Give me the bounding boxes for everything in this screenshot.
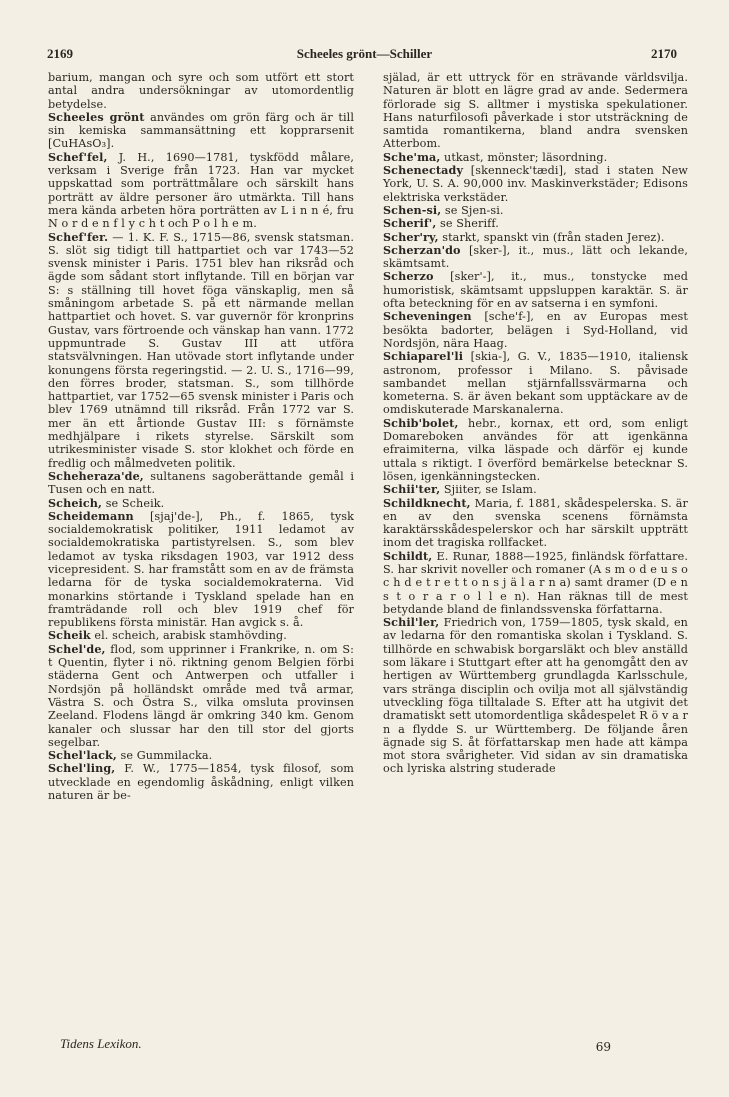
dictionary-entry	[48, 510, 354, 630]
entry-text: sultanens sagoberättande gemål i Tusen och en natt.	[48, 469, 354, 497]
entry-text: själad, är ett uttryck för en strävande världsvilja. Naturen är blott en lägre grad av ande. Sedermera förlorade sig S. alltmer i mystiska spekulationer. Hans naturfilosofi påverkade i stor utsträckning de samtida romantikerna, bland andra svensken Atterbom.	[383, 71, 688, 151]
entry-text: se Scheik.	[102, 496, 165, 510]
entry-text: [sjaj'de-], Ph., f. 1865, tysk socialdemokratisk politiker, 1911 ledamot av socialdemokratiska partistyrelsen. S., som blev ledamot av tyska riksdagen 1903, var 1912 dess vicepresident. S. har framstått som en av de främsta ledarna för de tyska socialdemokraterna. Vid monarkins störtande i Tyskland spelade han en framträdande roll och blev 1919 chef för republikens första ministär. Han avgick s. å.	[48, 509, 354, 630]
dictionary-entry	[383, 217, 688, 230]
dictionary-entry	[383, 497, 688, 550]
running-title: Scheeles grönt—Schiller	[296, 46, 433, 61]
entry-text: se Sjen-si.	[441, 203, 504, 217]
publisher-name: Tidens Lexikon.	[60, 1036, 142, 1051]
dictionary-entry	[48, 71, 354, 111]
right-page-number: 2170	[651, 46, 677, 61]
dictionary-entry	[48, 762, 354, 802]
entry-headword: Scherzo	[383, 269, 434, 284]
entry-text: [sker-], it., mus., lätt och lekande, skämtsamt.	[383, 243, 688, 271]
entry-text: Sjiiter, se Islam.	[440, 483, 537, 497]
entry-headword: Schef'fer.	[48, 229, 109, 244]
entry-headword: Schii'ter,	[383, 482, 441, 497]
dictionary-entry	[48, 151, 354, 231]
entry-headword: Schib'bolet,	[383, 415, 459, 430]
dictionary-entry	[383, 244, 688, 271]
entry-text: se Sheriff.	[436, 217, 499, 231]
entry-headword: Schel'lack,	[48, 748, 117, 763]
page-header	[0, 46, 729, 68]
entry-text: starkt, spanskt vin (från staden Jerez).	[438, 230, 665, 244]
entry-headword: Scher'ry,	[383, 229, 439, 244]
sheet-number: 69	[595, 1040, 611, 1054]
dictionary-entry	[48, 749, 354, 762]
entry-text: Maria, f. 1881, skådespelerska. S. är en av den svenska scenens förnämsta karaktärsskådespelerskor och har särskilt uppträtt inom det tragiska rollfacket.	[383, 496, 688, 550]
entry-headword: Scheheraza'de,	[48, 468, 144, 483]
entry-text: F. W., 1775—1854, tysk filosof, som utvecklade en egendomlig åskådning, enligt vilken naturen är be-	[48, 762, 354, 803]
page-footer	[0, 1036, 729, 1056]
dictionary-entry	[383, 550, 688, 616]
entry-headword: Schildt,	[383, 548, 433, 563]
entry-headword: Schel'de,	[48, 641, 106, 656]
dictionary-entry	[48, 470, 354, 497]
entry-headword: Schenectady	[383, 163, 464, 178]
entry-text: [skia-], G. V., 1835—1910, italiensk astronom, professor i Milano. S. påvisade sambandet mellan stjärnfallssvärmarna och kometerna. S. är även bekant som upptäckare av de omdiskuterade Marskanalerna.	[383, 350, 688, 417]
entry-headword: Schil'ler,	[383, 615, 440, 630]
dictionary-entry	[383, 71, 688, 151]
dictionary-entry	[383, 204, 688, 217]
entry-text: E. Runar, 1888—1925, finländsk författare. S. har skrivit noveller och romaner (A s m o d e u s o c h d e t r e t t o n s j ä l a r n a) samt dramer (D e n s t o r a r o l l e n). Han räknas till de mest betydande bland de finlandssvenska författarna.	[383, 549, 688, 616]
entry-headword: Scherzan'do	[383, 242, 461, 257]
entry-headword: Scheik	[48, 628, 91, 643]
dictionary-entry	[383, 616, 688, 776]
entry-headword: Sche'ma,	[383, 149, 441, 164]
dictionary-entry	[383, 270, 688, 310]
dictionary-entry	[48, 629, 354, 642]
dictionary-entry	[383, 350, 688, 416]
entry-headword: Scheeles grönt	[48, 109, 145, 124]
entry-text: hebr., kornax, ett ord, som enligt Domareboken användes för att igenkänna efraimiterna, vilka läspade och därför ej kunde uttala s riktigt. I överförd bemärkelse betecknar S. lösen, igenkänningstecken.	[383, 416, 688, 483]
entry-text: användes om grön färg och är till sin kemiska sammansättning ett kopprarsenit [CuHAsO₃].	[48, 110, 354, 151]
left-column	[48, 71, 354, 802]
entry-text: flod, som upprinner i Frankrike, n. om S: t Quentin, flyter i nö. riktning genom Belgien förbi städerna Gent och Antwerpen och utfaller i Nordsjön på holländskt område med två armar, Västra S. och Östra S., vilka omsluta provinsen Zeeland. Flodens längd är omkring 340 km. Genom kanaler och slussar har den till stor del gjorts segelbar.	[48, 642, 354, 749]
dictionary-entry	[383, 164, 688, 204]
dictionary-entry	[383, 310, 688, 350]
dictionary-entry	[48, 643, 354, 749]
dictionary-entry	[383, 151, 688, 164]
entry-text: el. scheich, arabisk stamhövding.	[90, 629, 287, 643]
entry-headword: Scheidemann	[48, 508, 134, 523]
right-column	[383, 71, 688, 776]
entry-headword: Scheveningen	[383, 309, 472, 324]
dictionary-entry	[48, 231, 354, 470]
entry-headword: Schel'ling,	[48, 761, 116, 776]
entry-headword: Schef'fel,	[48, 149, 108, 164]
entry-headword: Scheich,	[48, 495, 103, 510]
entry-text: se Gummilacka.	[116, 749, 213, 763]
dictionary-entry	[48, 497, 354, 510]
entry-headword: Scherif',	[383, 216, 437, 231]
left-page-number: 2169	[47, 46, 73, 61]
entry-text: [skenneck'tædi], stad i staten New York, U. S. A. 90,000 inv. Maskinverkstäder; Edisons elektriska verkstäder.	[383, 164, 688, 204]
entry-text: [sker'-], it., mus., tonstycke med humoristisk, skämtsamt uppsluppen karaktär. S. är ofta beteckning för en av satserna i en symfoni.	[383, 270, 688, 311]
entry-text: [sche'f-], en av Europas mest besökta badorter, belägen i Syd-Holland, vid Nordsjön, nära Haag.	[383, 310, 688, 350]
dictionary-entry	[383, 417, 688, 483]
entry-text: utkast, mönster; läsordning.	[440, 150, 608, 164]
entry-text: — 1. K. F. S., 1715—86, svensk statsman. S. slöt sig tidigt till hattpartiet och var 1743—52 svensk minister i Paris. 1751 blev han riksråd och ägde som sådant stort inflytande. Till en början var S: s ställning till hovet föga vänskaplig, men så småningom arbetade S. på ett närmande mellan hattpartiet och hovet. S. var guvernör för kronprins Gustav, vars förtroende och vänskap han vann. 1772 uppmuntrade S. Gustav III att utföra statsvälvningen. Han utövade stort inflytande under konungens första regeringstid. — 2. U. S., 1716—99, den förres broder, statsman. S., som tillhörde hattpartiet, var 1752—65 svensk minister i Paris och blev 1769 utnämnd till riksråd. Från 1772 var S. mer än ett årtionde Gustav III: s förnämste medhjälpare i rikets styrelse. Särskilt som utrikesminister visade S. stor klokhet och förde en fredlig och målmedveten politik.	[48, 230, 354, 470]
entry-headword: Schiaparel'li	[383, 349, 464, 364]
entry-text: Friedrich von, 1759—1805, tysk skald, en av ledarna för den romantiska skolan i Tyskland. S. tillhörde en schwabisk borgarsläkt och blev anställd som läkare i Stuttgart efter att ha genomgått den av hertigen av Württemberg grundlagda Karlsschule, vars stränga disciplin och ovilja mot all självständig utveckling föga tilltalade S. Efter att ha utgivit det dramatiskt sett utomordentliga skådespelet R ö v a r n a flydde S. ur Württemberg. De följande åren ägnade sig S. åt författarskap men hade att kämpa mot stora svårigheter. Vid sidan av sin dramatiska och lyriska alstring studerade	[383, 616, 688, 776]
entry-headword: Schildknecht,	[383, 495, 471, 510]
dictionary-entry	[383, 483, 688, 496]
dictionary-entry	[383, 231, 688, 244]
entry-text: barium, mangan och syre och som utfört ett stort antal andra undersökningar av utomordentlig betydelse.	[48, 71, 354, 111]
dictionary-entry	[48, 111, 354, 151]
entry-text: J. H., 1690—1781, tyskfödd målare, verksam i Sverige från 1723. Han var mycket uppskattad som porträttmålare och särskilt hans porträtt av äldre personer äro utmärkta. Till hans mera kända arbeten höra porträtten av L i n n é, fru N o r d e n f l y c h t och P o l h e m.	[48, 150, 354, 231]
entry-headword: Schen-si,	[383, 202, 442, 217]
